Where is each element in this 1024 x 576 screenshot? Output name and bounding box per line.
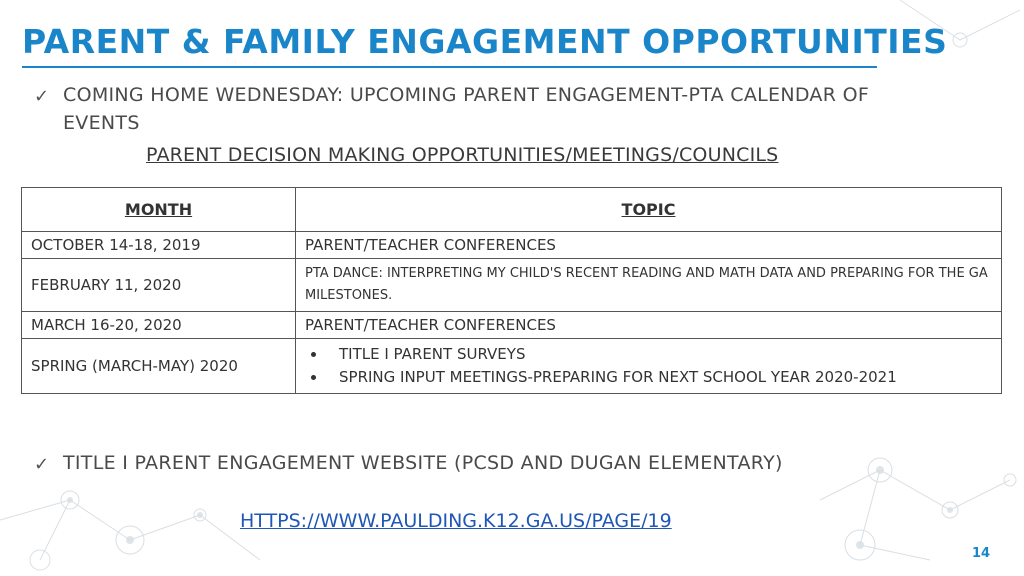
row-month: OCTOBER 14-18, 2019 [22, 232, 296, 259]
events-table [21, 187, 1002, 394]
row-topic: PARENT/TEACHER CONFERENCES [296, 232, 1002, 259]
row-month: SPRING (MARCH-MAY) 2020 [22, 339, 296, 394]
row-topic-list [296, 339, 1002, 394]
row-month: FEBRUARY 11, 2020 [22, 259, 296, 312]
table-row [22, 339, 1002, 394]
table-row [22, 232, 1002, 259]
header-topic: TOPIC [296, 188, 1002, 232]
website-link[interactable]: HTTPS://WWW.PAULDING.K12.GA.US/PAGE/19 [240, 510, 672, 532]
title-underline [22, 66, 877, 68]
checkmark-icon: ✓ [34, 454, 50, 475]
page-title: PARENT & FAMILY ENGAGEMENT OPPORTUNITIES [22, 22, 948, 61]
bullet-calendar: COMING HOME WEDNESDAY: UPCOMING PARENT ENGAGEMENT-PTA CALENDAR OF EVENTS [63, 84, 870, 134]
subheading: PARENT DECISION MAKING OPPORTUNITIES/MEETINGS/COUNCILS [146, 144, 779, 166]
list-item: • TITLE I PARENT SURVEYS [327, 343, 992, 366]
row-month: MARCH 16-20, 2020 [22, 312, 296, 339]
table-row [22, 259, 1002, 312]
list-item: • SPRING INPUT MEETINGS-PREPARING FOR NEXT SCHOOL YEAR 2020-2021 [327, 366, 992, 389]
checkmark-icon: ✓ [34, 86, 50, 107]
bullet-website: TITLE I PARENT ENGAGEMENT WEBSITE (PCSD AND DUGAN ELEMENTARY) [63, 452, 783, 474]
table-header-row [22, 188, 1002, 232]
row-topic: PTA DANCE: INTERPRETING MY CHILD'S RECENT READING AND MATH DATA AND PREPARING FOR THE GA MILESTONES. [296, 259, 1002, 312]
page-number: 14 [972, 546, 991, 561]
table-row [22, 312, 1002, 339]
header-month: MONTH [22, 188, 296, 232]
row-topic: PARENT/TEACHER CONFERENCES [296, 312, 1002, 339]
